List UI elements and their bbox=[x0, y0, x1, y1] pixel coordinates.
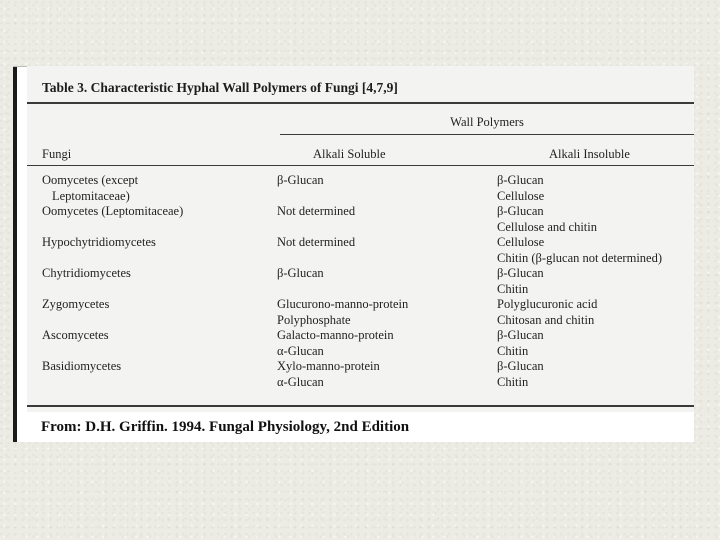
cell-fungi: Oomycetes (Leptomitaceae) bbox=[42, 204, 184, 218]
table-top-rule bbox=[27, 102, 694, 104]
cell-alkali-soluble: Polyphosphate bbox=[277, 312, 351, 327]
cell-alkali-insoluble: β-Glucan bbox=[497, 173, 544, 187]
cell-alkali-soluble: β-Glucan bbox=[277, 173, 324, 187]
cell-fungi: Chytridiomycetes bbox=[42, 266, 131, 280]
cell-alkali-soluble: α-Glucan bbox=[277, 343, 324, 358]
cell-fungi: Basidiomycetes bbox=[42, 359, 122, 373]
column-header-fungi: Fungi bbox=[42, 147, 72, 161]
source-citation: From: D.H. Griffin. 1994. Fungal Physiology, 2nd Edition bbox=[41, 419, 410, 435]
column-header-alkali-insoluble: Alkali Insoluble bbox=[549, 147, 630, 161]
column-header-alkali-soluble: Alkali Soluble bbox=[313, 147, 386, 161]
cell-fungi: Oomycetes (except bbox=[42, 173, 139, 187]
cell-alkali-insoluble: Cellulose and chitin bbox=[497, 219, 597, 234]
cell-alkali-insoluble: Chitin bbox=[497, 343, 529, 358]
cell-alkali-soluble: Galacto-manno-protein bbox=[277, 328, 394, 342]
cell-alkali-insoluble: Cellulose bbox=[497, 235, 545, 249]
scan-edge-shadow bbox=[13, 66, 17, 442]
cell-alkali-insoluble: Chitosan and chitin bbox=[497, 312, 595, 327]
cell-fungi: Zygomycetes bbox=[42, 297, 110, 311]
header-rule bbox=[27, 165, 694, 166]
scanned-table-image bbox=[13, 66, 694, 442]
table-title: Table 3. Characteristic Hyphal Wall Polymers of Fungi [4,7,9] bbox=[42, 80, 398, 95]
cell-alkali-insoluble: Polyglucuronic acid bbox=[497, 297, 598, 311]
cell-alkali-soluble: Not determined bbox=[277, 235, 356, 249]
cell-alkali-soluble: Not determined bbox=[277, 204, 356, 218]
cell-alkali-soluble: β-Glucan bbox=[277, 266, 324, 280]
cell-alkali-insoluble: Chitin (β-glucan not determined) bbox=[497, 250, 662, 265]
column-group-rule bbox=[280, 134, 694, 135]
cell-alkali-insoluble: Cellulose bbox=[497, 188, 545, 203]
cell-alkali-insoluble: β-Glucan bbox=[497, 266, 544, 280]
cell-fungi: Hypochytridiomycetes bbox=[42, 235, 156, 249]
cell-alkali-soluble: Glucurono-manno-protein bbox=[277, 297, 409, 311]
cell-alkali-soluble: α-Glucan bbox=[277, 374, 324, 389]
cell-alkali-insoluble: β-Glucan bbox=[497, 328, 544, 342]
cell-alkali-insoluble: Chitin bbox=[497, 281, 529, 296]
cell-alkali-insoluble: Chitin bbox=[497, 374, 529, 389]
cell-fungi: Leptomitaceae) bbox=[52, 188, 130, 203]
cell-alkali-soluble: Xylo-manno-protein bbox=[277, 359, 380, 373]
table-bottom-rule bbox=[27, 405, 694, 407]
column-group-header: Wall Polymers bbox=[450, 115, 524, 129]
polymer-table bbox=[27, 66, 694, 412]
cell-fungi: Ascomycetes bbox=[42, 328, 109, 342]
cell-alkali-insoluble: β-Glucan bbox=[497, 204, 544, 218]
cell-alkali-insoluble: β-Glucan bbox=[497, 359, 544, 373]
